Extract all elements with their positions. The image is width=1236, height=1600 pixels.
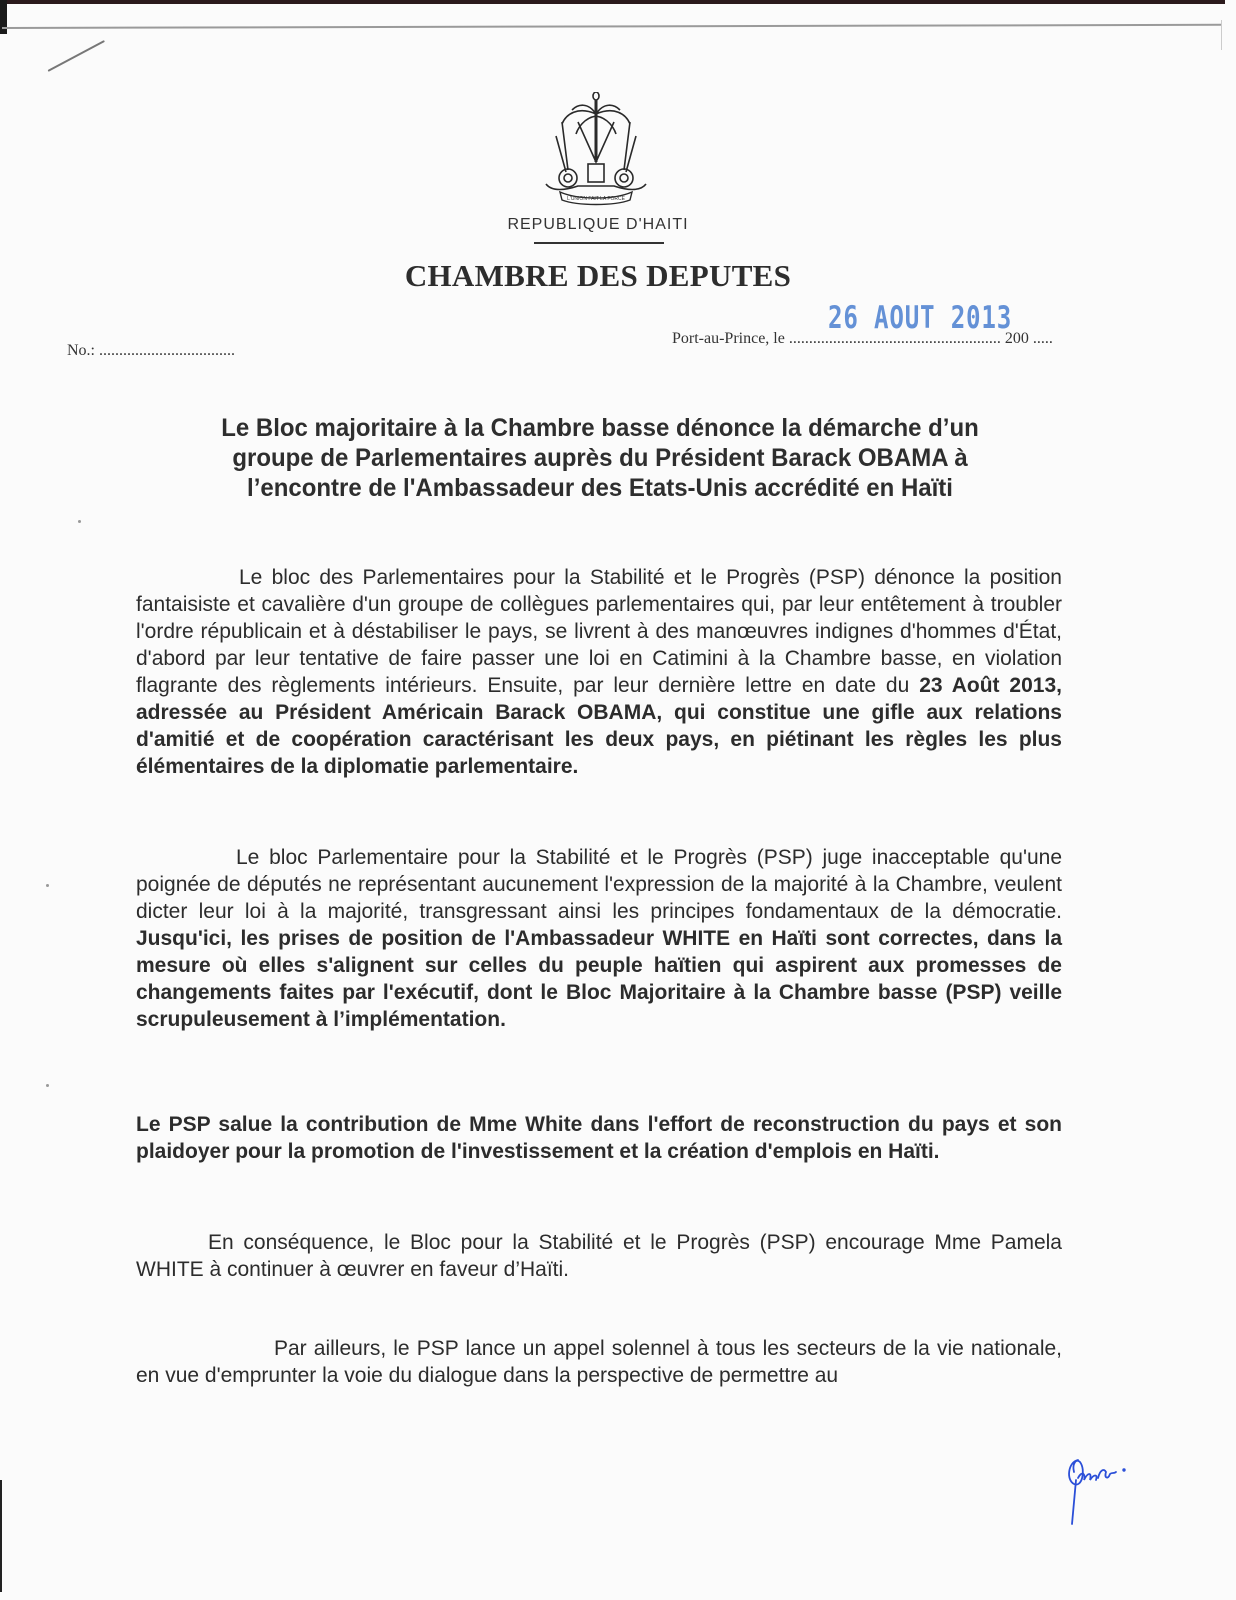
republic-heading: REPUBLIQUE D'HAITI	[507, 216, 689, 233]
page-edge-right	[1221, 20, 1222, 50]
title-line: groupe de Parlementaires auprès du Président Barack OBAMA à	[232, 444, 968, 472]
reference-number-field: No.: ..................................	[67, 342, 235, 359]
chamber-heading: CHAMBRE DES DEPUTES	[404, 258, 792, 293]
paragraph-text: En conséquence, le Bloc pour la Stabilité et le Progrès (PSP) encourage Mme Pamela WHITE à continuer à œuvrer en faveur d’Haïti.	[136, 1231, 1062, 1281]
scan-border-left-bottom	[0, 1480, 2, 1592]
pen-stroke-mark	[48, 40, 105, 72]
svg-text:L'UNION FAIT LA FORCE: L'UNION FAIT LA FORCE	[567, 196, 625, 202]
page-edge-line	[2, 24, 1222, 29]
scan-dust-dot	[46, 884, 49, 887]
body-paragraph	[136, 1335, 1062, 1389]
place-date-field: Port-au-Prince, le ..................................................... 200 .....	[672, 330, 1053, 347]
body-paragraph	[136, 564, 1062, 780]
paragraph-text: Le bloc Parlementaire pour la Stabilité et le Progrès (PSP) juge inacceptable qu'une poignée de députés ne représentant aucunement l'expression de la majorité à la Chambre, veulent dicter leur loi à la majorité, transgressant ainsi les principes fondamentaux de la démocratie.	[136, 846, 1062, 923]
signature-icon	[1064, 1450, 1136, 1530]
scan-dust-dot	[78, 520, 81, 523]
title-line: l’encontre de l'Ambassadeur des Etats-Unis accrédité en Haïti	[247, 474, 953, 502]
paragraph-bold-text: Le PSP salue la contribution de Mme White dans l'effort de reconstruction du pays et son plaidoyer pour la promotion de l'investissement et la création d'emplois en Haïti.	[136, 1113, 1062, 1163]
body-paragraph	[136, 844, 1062, 1033]
document-title	[158, 413, 1041, 503]
paragraph-text: Par ailleurs, le PSP lance un appel solennel à tous les secteurs de la vie nationale, en vue d'emprunter la voie du dialogue dans la perspective de permettre au	[136, 1337, 1062, 1387]
body-paragraph	[136, 1111, 1062, 1165]
scan-border-top	[0, 0, 1225, 4]
paragraph-bold-text: Jusqu'ici, les prises de position de l'Ambassadeur WHITE en Haïti sont correctes, dans la mesure où elles s'alignent sur celles du peuple haïtien qui aspirent aux promesses de changements faites par l'exécutif, dont le Bloc Majoritaire à la Chambre basse (PSP) veille scrupuleusement à l’implémentation.	[136, 927, 1062, 1031]
body-paragraph	[136, 1229, 1062, 1283]
paragraph-text: Le bloc des Parlementaires pour la Stabilité et le Progrès (PSP) dénonce la position fantaisiste et cavalière d'un groupe de collègues parlementaires qui, par leur entêtement à troubler l'ordre républicain et à déstabiliser le pays, se livrent à des manœuvres indignes d'hommes d'État, d'abord par leur tentative de faire passer une loi en Catimini à la Chambre basse, en violation flagrante des règlements intérieurs. Ensuite, par leur dernière lettre en date du	[136, 566, 1062, 697]
heading-divider	[534, 242, 664, 244]
title-line: Le Bloc majoritaire à la Chambre basse dénonce la démarche d’un	[221, 414, 979, 442]
scan-dust-dot	[46, 1084, 49, 1087]
coat-of-arms-icon	[538, 92, 688, 212]
date-stamp: 26 AOUT 2013	[828, 300, 1013, 336]
paragraph-bold-text: 23 Août 2013, adressée au Président Américain Barack OBAMA, qui constitue une gifle aux relations d'amitié et de coopération caractérisant les deux pays, en piétinant les règles les plus élémentaires de la diplomatie parlementaire.	[136, 674, 1062, 778]
